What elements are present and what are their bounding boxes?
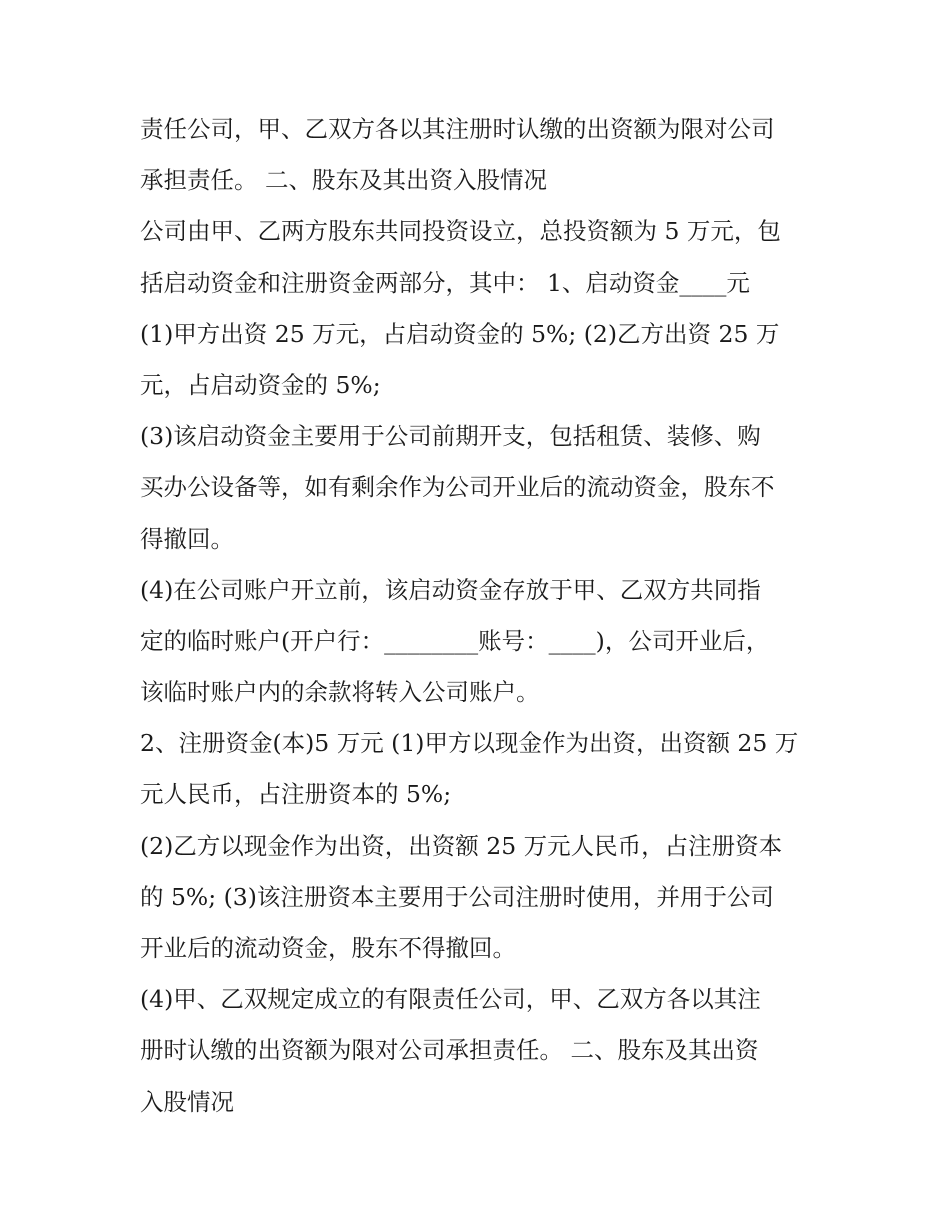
text-line: 括启动资金和注册资金两部分，其中： 1、启动资金____元 — [140, 268, 750, 297]
text-line: 承担责任。 二、股东及其出资入股情况 — [140, 166, 547, 195]
text-line: 责任公司，甲、乙双方各以其注册时认缴的出资额为限对公司 — [140, 115, 775, 143]
text-line: 2、注册资金(本)5 万元 (1)甲方以现金作为出资，出资额 25 万 — [140, 729, 799, 758]
text-line: 公司由甲、乙两方股东共同投资设立，总投资额为 5 万元，包 — [140, 217, 781, 246]
text-line: 入股情况 — [140, 1087, 234, 1116]
text-line: 册时认缴的出资额为限对公司承担责任。 二、股东及其出资 — [140, 1036, 759, 1065]
text-line: (1)甲方出资 25 万元，占启动资金的 5%; (2)乙方出资 25 万 — [140, 319, 780, 348]
text-line: 该临时账户内的余款将转入公司账户。 — [140, 678, 540, 707]
text-line: (4)在公司账户开立前，该启动资金存放于甲、乙双方共同指 — [140, 575, 761, 604]
text-line: 定的临时账户(开户行：________账号：____)，公司开业后， — [140, 626, 770, 655]
document-body — [140, 104, 820, 1128]
text-line: (3)该启动资金主要用于公司前期开支，包括租赁、装修、购 — [140, 422, 761, 451]
text-line: 开业后的流动资金，股东不得撤回。 — [140, 934, 516, 962]
text-line: 元人民币，占注册资本的 5%; — [140, 780, 452, 809]
text-line: 买办公设备等，如有剩余作为公司开业后的流动资金，股东不 — [140, 473, 775, 502]
text-line: (4)甲、乙双规定成立的有限责任公司，甲、乙双方各以其注 — [140, 985, 761, 1014]
text-line: 得撤回。 — [140, 524, 234, 553]
text-line: 的 5%; (3)该注册资本主要用于公司注册时使用，并用于公司 — [140, 882, 774, 911]
text-line: 元，占启动资金的 5%; — [140, 370, 381, 399]
text-line: (2)乙方以现金作为出资，出资额 25 万元人民币，占注册资本 — [140, 831, 783, 860]
